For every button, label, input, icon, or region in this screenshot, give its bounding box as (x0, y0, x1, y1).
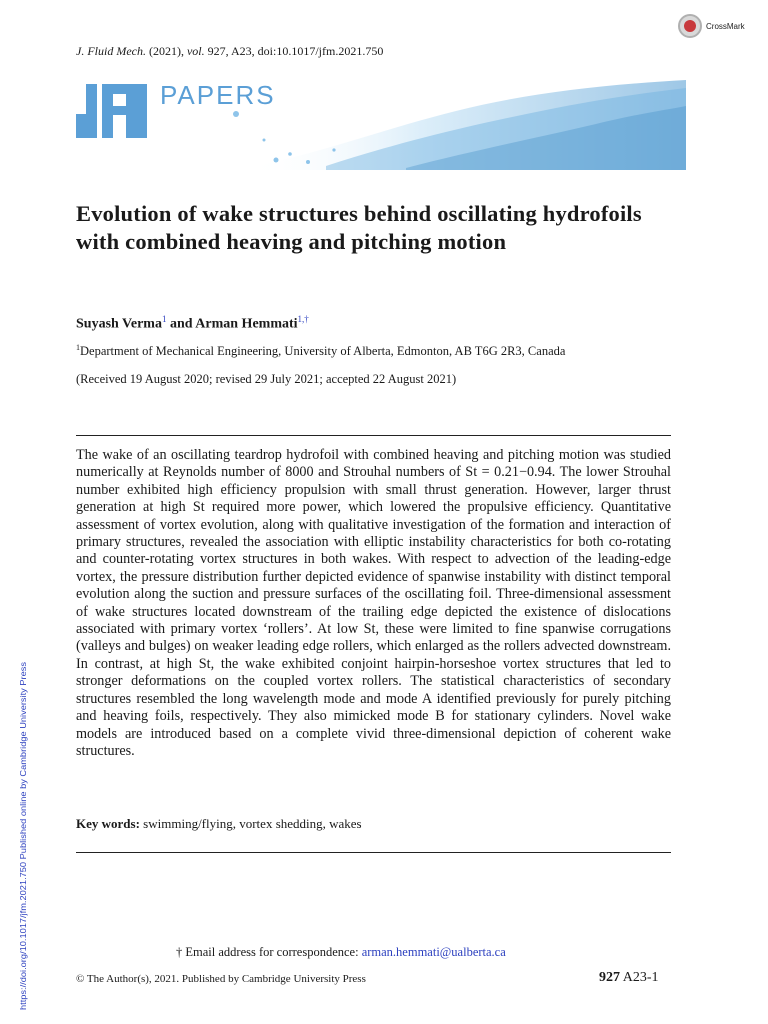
page-volume: 927 (599, 970, 620, 985)
abstract-top-rule (76, 435, 671, 436)
keywords-label: Key words: (76, 816, 140, 831)
author-conjunction: and (166, 316, 196, 332)
keywords-text: swimming/flying, vortex shedding, wakes (139, 816, 362, 831)
correspondence-footnote (176, 945, 506, 960)
jfm-letters (76, 84, 147, 138)
logo-papers-text: PAPERS (160, 80, 276, 110)
affiliation-number: 1 (76, 343, 80, 352)
journal-name: J. Fluid Mech. (76, 44, 146, 58)
affiliation (76, 343, 565, 359)
author-affil-link[interactable]: 1,† (297, 314, 309, 324)
doi-sidebar[interactable] (17, 660, 29, 1010)
abstract-text: The wake of an oscillating teardrop hydrofoil with combined heaving and pitching motion was studied numerically at Reynolds number of 8000 and Strouhal numbers of St = 0.21−0.94. The lower Strouhal number exhibited high efficiency propulsion with small thrust generation. However, larger thrust generation at high St required more power, which lowered the propulsive efficiency. Quantitative assessment of vortex evolution, along with qualitative investigation of the formation and interaction of primary structures, revealed the association with elliptic instability characteristics for both co-rotating and counter-rotating vortex structures in both wakes. With respect to advection of the leading-edge vortex, the pressure distribution further depicted evidence of spanwise instability with distinct temporal evolution along the suction and pressure surfaces of the oscillating foil. Three-dimensional assessment of wake structures located downstream of the trailing edge depicted the existence of dislocations associated with primary vortex ‘rollers’. At low St, these were limited to fine spanwise corrugations (valleys and bulges) on weaker leading edge rollers, which enlarged as the rollers advected downstream. In contrast, at high St, the wake exhibited conjoint hairpin-horseshoe vortex structures that led to stronger deformations on the coupled vortex rollers. The statistical characteristics of secondary structures resembled the long wavelength mode and mode A identified previously for purely pitching and heaving foils, respectively. They also mimicked mode B for stationary cylinders. Novel wake models are introduced based on a complete vivid three-dimensional depiction of coherent wake structures. (76, 447, 671, 759)
crossmark-badge[interactable] (678, 12, 768, 40)
received-dates: (Received 19 August 2020; revised 29 July 2021; accepted 22 August 2021) (76, 372, 457, 386)
article-title: Evolution of wake structures behind oscillating hydrofoils with combined heaving and pitching motion (76, 201, 642, 254)
author-name: Arman Hemmati (195, 316, 298, 332)
correspondence-email-link[interactable]: arman.hemmati@ualberta.ca (361, 945, 506, 959)
keywords (76, 816, 362, 832)
crossmark-label: CrossMark (706, 21, 745, 31)
author-affil-link[interactable]: 1 (161, 314, 167, 324)
journal-citation (76, 44, 383, 59)
page-article: A23-1 (620, 970, 659, 985)
splash-graphic (233, 80, 686, 170)
crossmark-icon (678, 14, 702, 38)
page-identifier (599, 970, 659, 986)
citation-vol-label: vol. (186, 44, 205, 58)
copyright-line: © The Author(s), 2021. Published by Cambridge University Press (76, 973, 366, 985)
abstract-bottom-rule (76, 852, 671, 853)
citation-rest: 927, A23, doi:10.1017/jfm.2021.750 (204, 44, 384, 58)
footnote-prefix: † Email address for correspondence: (176, 945, 362, 959)
jfm-papers-logo (76, 80, 686, 170)
affiliation-text: Department of Mechanical Engineering, University of Alberta, Edmonton, AB T6G 2R3, Canada (80, 344, 566, 359)
author-list (76, 314, 309, 333)
author-name: Suyash Verma (76, 316, 162, 332)
sidebar-doi-text: https://doi.org/10.1017/jfm.2021.750 Published online by Cambridge University Press (18, 694, 28, 1010)
citation-year: (2021), (148, 44, 187, 58)
